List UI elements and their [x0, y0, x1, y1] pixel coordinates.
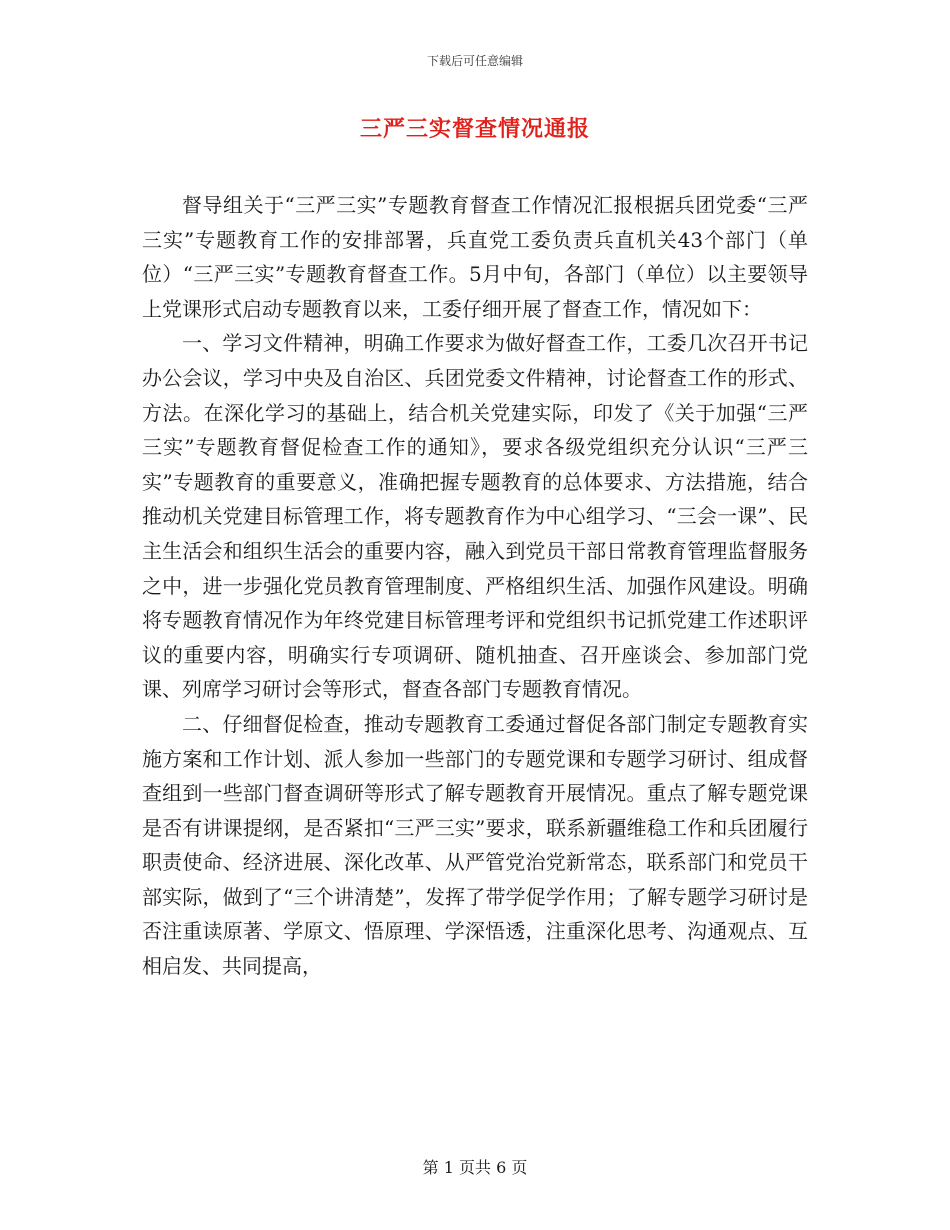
- document-title: 三严三实督查情况通报: [359, 117, 590, 142]
- paragraph-section-two: 二、仔细督促检查，推动专题教育工委通过督促各部门制定专题教育实施方案和工作计划、派人参加一些部门的专题党课和专题学习研讨、组成督查组到一些部门督查调研等形式了解专题教育开展情况。重点了解专题党课是否有讲课提纲，是否紧扣“三严三实”要求，联系新疆维稳工作和兵团履行职责使命、经济进展、深化改革、从严管党治党新常态，联系部门和党员干部实际，做到了“三个讲清楚”，发挥了带学促学作用；了解专题学习研讨是否注重读原著、学原文、悟原理、学深悟透，注重深化思考、沟通观点、互相启发、共同提高，: [142, 711, 808, 979]
- page-header-note: 下载后可任意编辑: [426, 54, 523, 68]
- page-number: 第 1 页共 6 页: [422, 1158, 528, 1177]
- paragraph-intro: 督导组关于“三严三实”专题教育督查工作情况汇报根据兵团党委“三严三实”专题教育工作的安排部署，兵直党工委负责兵直机关43个部门（单位）“三严三实”专题教育督查工作。5月中旬，各部门（单位）以主要领导上党课形式启动专题教育以来，工委仔细开展了督查工作，情况如下：: [142, 193, 808, 321]
- paragraph-section-one: 一、学习文件精神，明确工作要求为做好督查工作，工委几次召开书记办公会议，学习中央及自治区、兵团党委文件精神，讨论督查工作的形式、方法。在深化学习的基础上，结合机关党建实际，印发了《关于加强“三严三实”专题教育督促检查工作的通知》，要求各级党组织充分认识“三严三实”专题教育的重要意义，准确把握专题教育的总体要求、方法措施，结合推动机关党建目标管理工作，将专题教育作为中心组学习、“三会一课”、民主生活会和组织生活会的重要内容，融入到党员干部日常教育管理监督服务之中，进一步强化党员教育管理制度、严格组织生活、加强作风建设。明确将专题教育情况作为年终党建目标管理考评和党组织书记抓党建工作述职评议的重要内容，明确实行专项调研、随机抽查、召开座谈会、参加部门党课、列席学习研讨会等形式，督查各部门专题教育情况。: [142, 331, 808, 702]
- document-body: [142, 188, 808, 984]
